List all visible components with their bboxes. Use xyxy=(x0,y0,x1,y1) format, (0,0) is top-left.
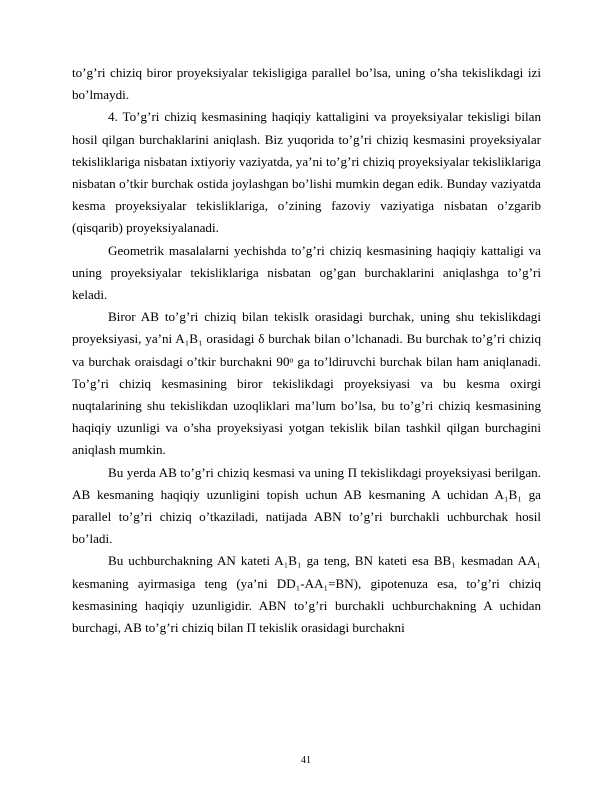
page-number: 41 xyxy=(301,755,311,766)
paragraph-triangle: Bu uchburchakning AN kateti A₁B₁ ga teng, BN kateti esa BB₁ kesmadan AA₁ kesmaning ayirmasiga teng (ya’ni DD₁-AA₁=BN), gipotenuza esa, to’g’ri chiziq kesmasining haqiqiy uzunligidir. ABN to’g’ri burchakli uchburchakning A uchidan burchagi, AB to’g’ri chiziq bilan Π tekislik orasidagi burchakni xyxy=(72,553,541,636)
paragraph-geometric-problems: Geometrik masalalarni yechishda to’g’ri chiziq kesmasining haqiqiy kattaligi va uning proyeksiyalar tekisliklariga nisbatan og’gan burchaklarini aniqlashga to’g’ri keladi. xyxy=(72,242,541,303)
paragraph-section-4: 4. To’g’ri chiziq kesmasining haqiqiy kattaligini va proyeksiyalar tekisligi bilan hosil qilgan burchaklarini aniqlash. Biz yuqorida to’g’ri chiziq kesmasini proyeksiyalar tekisliklariga nisbatan ixtiyoriy vaziyatda, ya’ni to’g’ri chiziq proyeksiyalar tekisliklariga nisbatan o’tkir burchak ostida joylashgan bo’lishi mumkin degan edik. Bunday vaziyatda kesma proyeksiyalar tekisliklariga, o’zining fazoviy vaziyatiga nisbatan o’zgarib (qisqarib) proyeksiyalanadi. xyxy=(72,109,541,236)
page-body xyxy=(72,62,541,639)
paragraph-continuation: to’g’ri chiziq biror proyeksiyalar tekisligiga parallel bo’lsa, uning o’sha tekislikdagi izi bo’lmaydi. xyxy=(72,65,541,103)
paragraph-construction: Bu yerda AB to’g’ri chiziq kesmasi va uning Π tekislikdagi proyeksiyasi berilgan. AB kesmaning haqiqiy uzunligini topish uchun AB kesmaning A uchidan A₁B₁ ga parallel to’g’ri chiziq o’tkaziladi, natijada ABN to’g’ri burchakli uchburchak hosil bo’ladi. xyxy=(72,464,541,547)
paragraph-angle-definition: Biror AB to’g’ri chiziq bilan tekislk orasidagi burchak, uning shu tekislikdagi proyeksiyasi, ya’ni A₁B₁ orasidagi δ burchak bilan o’lchanadi. Bu burchak to’g’ri chiziq va burchak oraisdagi o’tkir burchakni 90ᵒ ga to’ldiruvchi burchak bilan ham aniqlanadi. To’g’ri chiziq kesmasining biror tekislikdagi proyeksiyasi va bu kesma oxirgi nuqtalarining shu tekislikdan uzoqliklari ma’lum bo’lsa, bu to’g’ri chiziq kesmasining haqiqiy uzunligi va o’sha proyeksiyasi yotgan tekislik bilan tashkil qilgan burchagini aniqlash mumkin. xyxy=(72,309,541,458)
